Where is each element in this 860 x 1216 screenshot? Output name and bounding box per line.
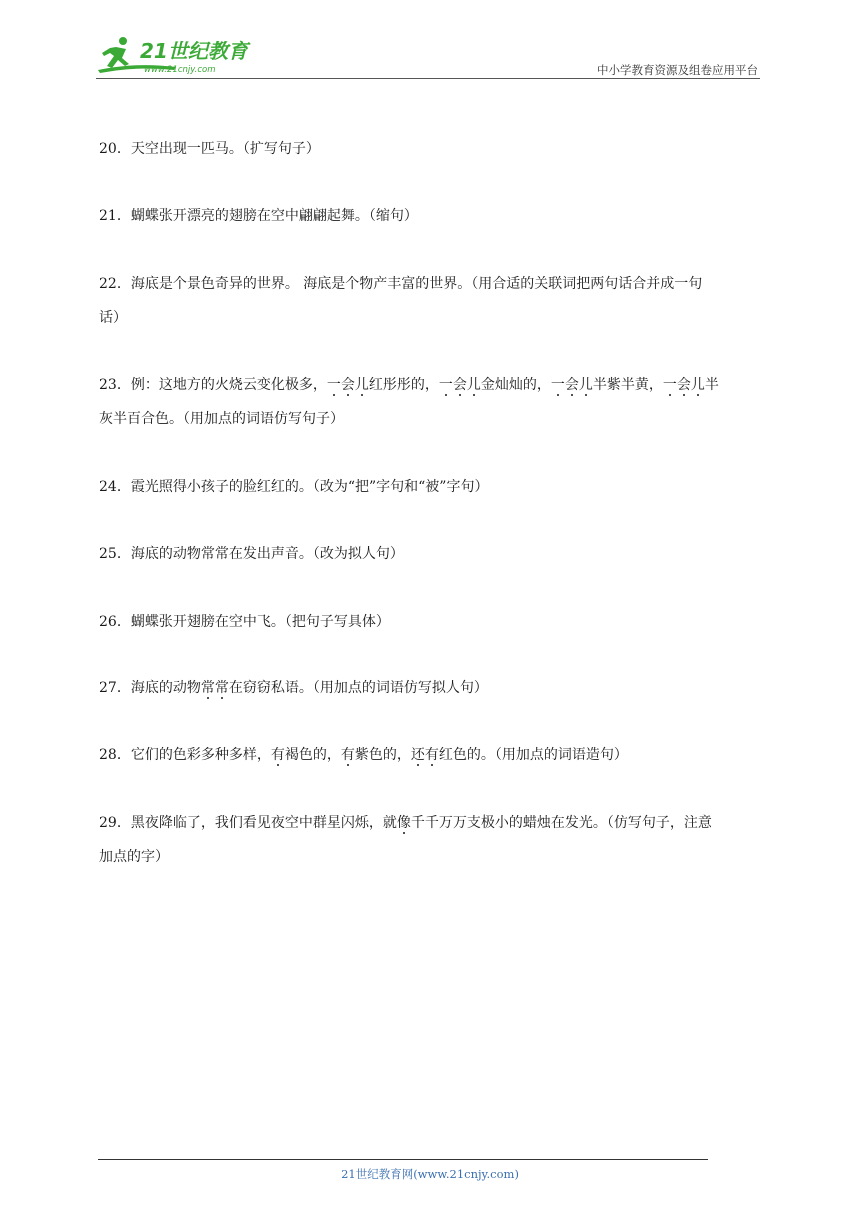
dotted-word: 像 — [396, 815, 411, 831]
text-segment: 褐色的， — [284, 747, 341, 763]
dotted-word: 一会儿 — [662, 377, 705, 393]
question-22 — [99, 267, 763, 335]
question-text: 26．蝴蝶张开翅膀在空中飞。（把句子写具体） — [99, 614, 390, 630]
platform-title: 中小学教育资源及组卷应用平台 — [597, 63, 758, 77]
footer-link[interactable]: 21世纪教育网(www.21cnjy.com) — [341, 1167, 519, 1181]
question-27 — [99, 671, 763, 705]
dotted-word: 有 — [340, 747, 355, 763]
running-man-logo-icon — [96, 34, 266, 78]
text-segment: 半 — [704, 377, 719, 393]
question-text: 20．天空出现一匹马。（扩写句子） — [99, 141, 320, 157]
text-segment: 29．黑夜降临了，我们看见夜空中群星闪烁，就 — [99, 815, 397, 831]
text-segment: 半紫半黄， — [592, 377, 663, 393]
dotted-word: 一会儿 — [438, 377, 481, 393]
text-segment: 23．例：这地方的火烧云变化极多， — [99, 377, 327, 393]
svg-text:www.21cnjy.com: www.21cnjy.com — [144, 65, 216, 75]
text-segment: 紫色的， — [354, 747, 411, 763]
text-segment: 金灿灿的， — [480, 377, 551, 393]
text-segment: 千千万万支极小的蜡烛在发光。（仿写句子，注意 — [410, 815, 712, 831]
site-logo — [96, 34, 266, 78]
text-segment: 28．它们的色彩多种多样， — [99, 747, 271, 763]
question-25 — [99, 537, 763, 571]
text-segment: 27．海底的动物 — [99, 680, 201, 696]
dotted-word: 常常 — [200, 680, 229, 696]
header-divider — [96, 78, 760, 79]
question-text-line1: 22．海底是个景色奇异的世界。 海底是个物产丰富的世界。（用合适的关联词把两句话合并成一句 — [99, 276, 703, 292]
svg-text:21世纪教育: 21世纪教育 — [140, 39, 248, 63]
question-24 — [99, 470, 763, 504]
question-text-line2: 灰半百合色。（用加点的词语仿写句子） — [99, 411, 344, 427]
question-text: 24．霞光照得小孩子的脸红红的。（改为“把”字句和“被”字句） — [99, 479, 489, 495]
text-segment: 红色的。（用加点的词语造句） — [438, 747, 628, 763]
page-header — [96, 34, 760, 80]
dotted-word: 一会儿 — [326, 377, 369, 393]
text-segment: 在窃窃私语。（用加点的词语仿写拟人句） — [228, 680, 488, 696]
dotted-word: 一会儿 — [550, 377, 593, 393]
question-text-line1 — [99, 368, 763, 402]
question-26 — [99, 605, 763, 639]
question-20 — [99, 132, 763, 166]
question-text: 21．蝴蝶张开漂亮的翅膀在空中翩翩起舞。（缩句） — [99, 208, 418, 224]
question-text-line1 — [99, 806, 763, 840]
question-23 — [99, 368, 763, 436]
question-text-line2: 加点的字） — [99, 849, 169, 865]
dotted-word: 有 — [270, 747, 285, 763]
question-text: 25．海底的动物常常在发出声音。（改为拟人句） — [99, 546, 404, 562]
question-text-line2: 话） — [99, 310, 127, 326]
question-21 — [99, 199, 763, 233]
question-28 — [99, 738, 763, 772]
footer-divider — [98, 1159, 708, 1160]
text-segment: 红彤彤的， — [368, 377, 439, 393]
dotted-word: 还有 — [410, 747, 439, 763]
question-29 — [99, 806, 763, 874]
